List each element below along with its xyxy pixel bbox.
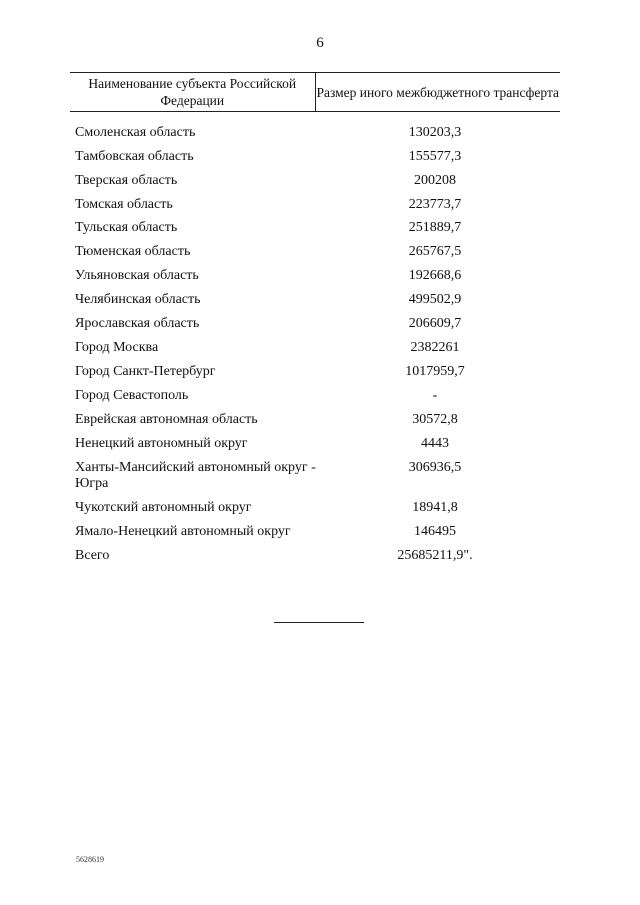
table-row	[75, 149, 550, 165]
region-name: Челябинская область	[75, 292, 201, 307]
table-row	[75, 197, 550, 213]
transfer-amount: 206609,7	[408, 316, 462, 331]
region-name: Ханты-Мансийский автономный округ - Югра	[75, 460, 316, 491]
table-row	[75, 436, 550, 452]
page-number: 6	[316, 35, 324, 51]
table-row	[75, 364, 550, 380]
transfer-amount: 155577,3	[408, 149, 462, 164]
table-row	[75, 548, 550, 564]
table-row	[75, 316, 550, 332]
table-row	[75, 292, 550, 308]
region-name: Ярославская область	[75, 316, 200, 331]
region-name: Томская область	[75, 197, 173, 212]
region-name: Ульяновская область	[75, 268, 199, 283]
header-transfer-amount: Размер иного межбюджетного трансферта	[316, 84, 560, 100]
transfer-amount: 30572,8	[412, 412, 458, 427]
transfer-amount: 4443	[421, 436, 449, 451]
transfer-amount: 192668,6	[408, 268, 462, 283]
transfer-amount: 18941,8	[412, 500, 458, 515]
table-row	[75, 125, 550, 141]
transfer-amount: 499502,9	[408, 292, 462, 307]
region-name: Тюменская область	[75, 244, 191, 259]
region-name: Тульская область	[75, 220, 178, 235]
header-region-name: Наименование субъекта Российской Федерации	[70, 73, 316, 111]
transfer-amount: 146495	[414, 524, 456, 539]
table-row	[75, 268, 550, 284]
region-name: Всего	[75, 548, 110, 563]
table-row	[75, 173, 550, 189]
region-name: Город Севастополь	[75, 388, 189, 403]
transfer-amount: 200208	[414, 173, 456, 188]
table-row	[75, 340, 550, 356]
region-name: Город Москва	[75, 340, 159, 355]
transfer-amount: 251889,7	[408, 220, 462, 235]
transfer-amount: 130203,3	[408, 125, 462, 140]
transfer-amount: -	[432, 388, 438, 403]
document-code: 5628619	[76, 855, 104, 864]
table-row	[75, 500, 550, 516]
region-name: Смоленская область	[75, 125, 196, 140]
table-row	[75, 388, 550, 404]
region-name: Город Санкт-Петербург	[75, 364, 216, 379]
region-name: Ямало-Ненецкий автономный округ	[75, 524, 291, 539]
table-row	[75, 244, 550, 260]
transfer-amount: 25685211,9".	[397, 548, 473, 563]
table-row	[75, 412, 550, 428]
table-row	[75, 524, 550, 540]
region-name: Ненецкий автономный округ	[75, 436, 248, 451]
transfer-amount: 306936,5	[408, 460, 462, 475]
transfer-amount: 1017959,7	[405, 364, 465, 379]
transfer-amount: 2382261	[410, 340, 460, 355]
region-name: Тверская область	[75, 173, 178, 188]
table-header	[70, 72, 560, 112]
region-name: Чукотский автономный округ	[75, 500, 252, 515]
region-name: Тамбовская область	[75, 149, 194, 164]
table-row	[75, 220, 550, 236]
transfer-amount: 223773,7	[408, 197, 462, 212]
table-row	[75, 460, 550, 492]
transfer-amount: 265767,5	[408, 244, 462, 259]
end-divider	[274, 622, 364, 623]
region-name: Еврейская автономная область	[75, 412, 258, 427]
